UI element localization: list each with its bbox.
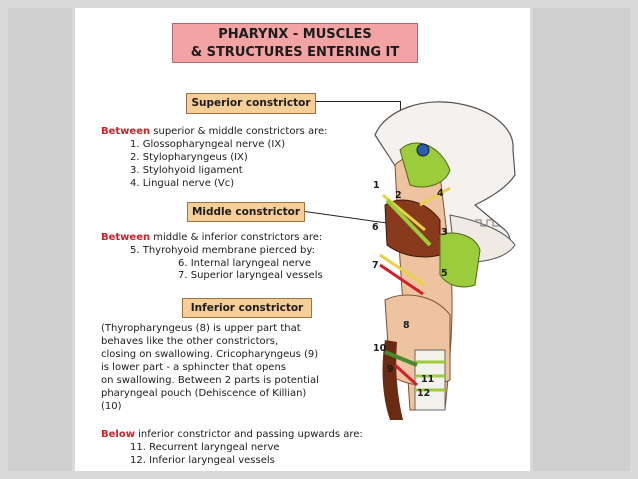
- slide-right-margin: [533, 8, 630, 471]
- diagram-number-6: 6: [372, 222, 379, 233]
- section4-item-12: 12. Inferior laryngeal vessels: [130, 455, 275, 466]
- section2-heading: [101, 232, 322, 245]
- section1-heading: [101, 126, 328, 139]
- eustachian-opening-shape: [417, 144, 429, 156]
- section1-item-3: 3. Stylohyoid ligament: [130, 165, 243, 176]
- section2-subitem-7: 7. Superior laryngeal vessels: [178, 270, 323, 281]
- section3-line-2: behaves like the other constrictors,: [101, 336, 279, 347]
- diagram-number-8: 8: [403, 320, 410, 331]
- label-middle-constrictor: Middle constrictor: [187, 202, 305, 222]
- section4-rest: inferior constrictor and passing upwards are:: [134, 429, 363, 440]
- pharynx-illustration: [355, 80, 525, 420]
- section1-item-2: 2. Stylopharyngeus (IX): [130, 152, 248, 163]
- section1-item-4: 4. Lingual nerve (Vc): [130, 178, 235, 189]
- section3-line-4: is lower part - a sphincter that opens: [101, 362, 286, 373]
- diagram-number-12: 12: [417, 388, 431, 399]
- section3-line-5: on swallowing. Between 2 parts is potential: [101, 375, 319, 386]
- diagram-number-10: 10: [373, 343, 387, 354]
- diagram-number-7: 7: [372, 260, 379, 271]
- slide-left-margin: [8, 8, 72, 471]
- diagram-number-1: 1: [373, 180, 380, 191]
- section2-item-5: 5. Thyrohyoid membrane pierced by:: [130, 245, 315, 256]
- section3-line-3: closing on swallowing. Cricopharyngeus (9): [101, 349, 319, 360]
- diagram-number-3: 3: [441, 227, 448, 238]
- section3-line-6: pharyngeal pouch (Dehiscence of Killian): [101, 388, 307, 399]
- label-inferior-constrictor: Inferior constrictor: [182, 298, 312, 318]
- diagram-number-9: 9: [387, 364, 394, 375]
- section1-keyword: Between: [101, 126, 151, 137]
- section2-subitem-6: 6. Internal laryngeal nerve: [178, 258, 311, 269]
- section4-item-11: 11. Recurrent laryngeal nerve: [130, 442, 280, 453]
- section1-item-1: 1. Glossopharyngeal nerve (IX): [130, 139, 286, 150]
- label-superior-constrictor: Superior constrictor: [186, 93, 316, 114]
- diagram-number-5: 5: [441, 268, 448, 279]
- diagram-number-11: 11: [421, 374, 435, 385]
- page-title: [172, 23, 418, 63]
- section3-line-1: (Thyropharyngeus (8) is upper part that: [101, 323, 301, 334]
- section3-line-7: (10): [101, 401, 122, 412]
- section2-keyword: Between: [101, 232, 151, 243]
- section2-rest: middle & inferior constrictors are:: [150, 232, 323, 243]
- title-line-1: PHARYNX - MUSCLES: [218, 27, 372, 42]
- section1-rest: superior & middle constrictors are:: [150, 126, 328, 137]
- diagram-number-4: 4: [437, 188, 444, 199]
- diagram-number-2: 2: [395, 190, 402, 201]
- title-line-2: & STRUCTURES ENTERING IT: [190, 45, 400, 60]
- section4-heading: [101, 429, 363, 442]
- section4-keyword: Below: [101, 429, 135, 440]
